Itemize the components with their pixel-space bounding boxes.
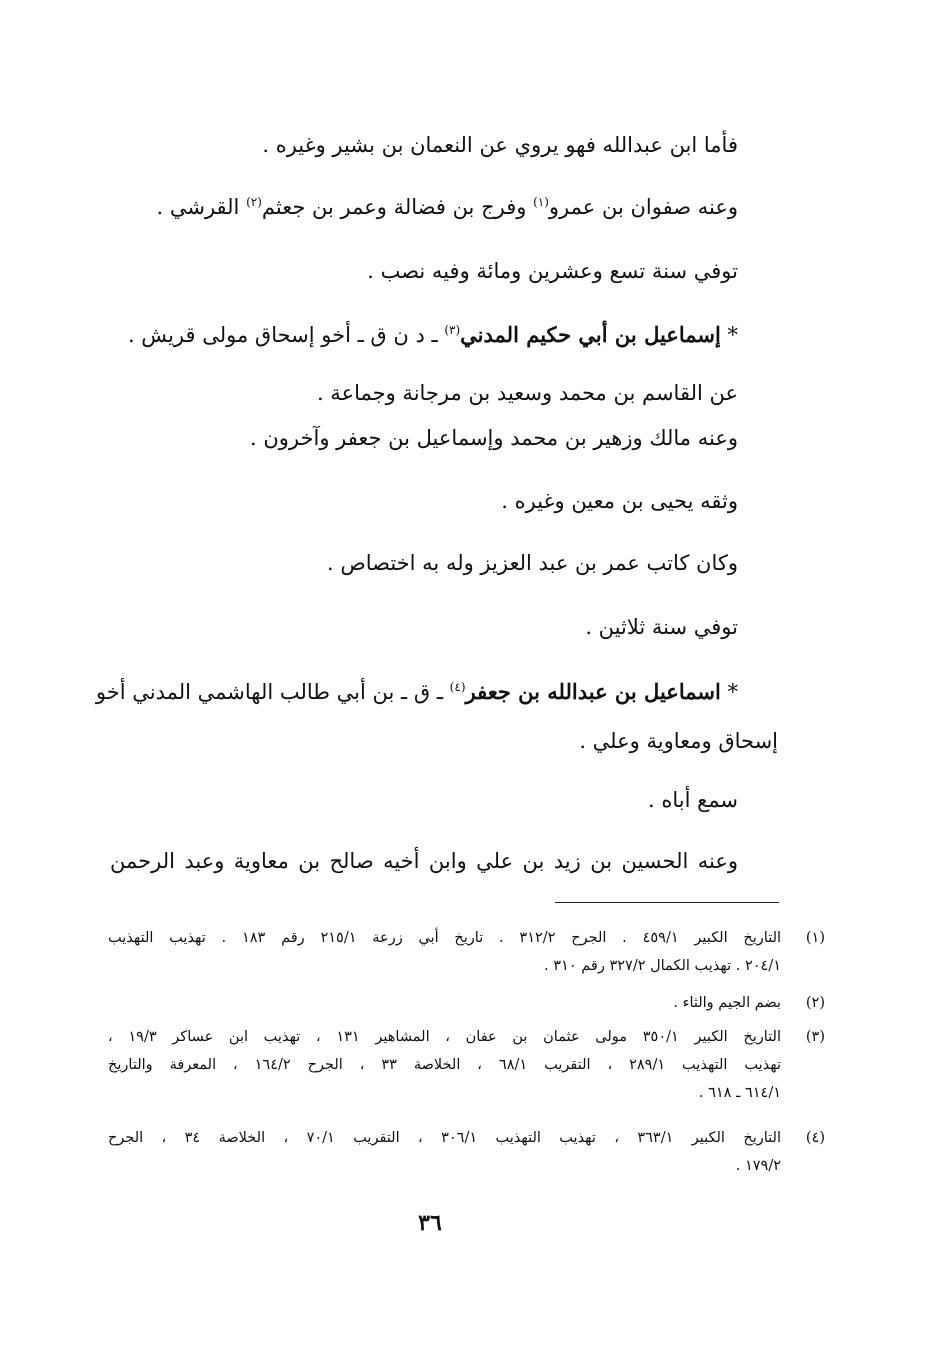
footnote-1-line: ٢٠٤/١ . تهذيب الكمال ٣٢٧/٢ رقم ٣١٠ . <box>544 958 781 974</box>
entry-marker: * <box>720 680 738 704</box>
line-1-text: فأما ابن عبدالله فهو يروي عن النعمان بن بشير وغيره . <box>262 133 738 157</box>
entry-rest: ـ د ن ق ـ أخو إسحاق مولى قريش . <box>127 323 445 347</box>
footnote-3-line: التاريخ الكبير ٣٥٠/١ مولى عثمان بن عفان ، المشاهير ١٣١ ، تهذيب ابن عساكر ١٩/٣ ، <box>108 1029 782 1045</box>
footnote-separator <box>555 902 779 903</box>
footnote-ref-2: (٢) <box>246 195 262 209</box>
line-11-text: إسحاق ومعاوية وعلي . <box>579 729 778 753</box>
footnote-3-line: تهذيب التهذيب ٢٨٩/١ ، التقريب ٦٨/١ ، الخلاصة ٣٣ ، الجرح ١٦٤/٢ ، المعرفة والتاريخ <box>108 1057 781 1073</box>
text-line-6 <box>250 423 738 453</box>
line-2-part: القرشي . <box>156 195 247 219</box>
text-line-8 <box>327 548 738 578</box>
footnote-1-line: التاريخ الكبير ٤٥٩/١ . الجرح ٣١٢/٢ . تاريخ أبي زرعة ٢١٥/١ رقم ١٨٣ . تهذيب التهذيب <box>108 930 782 946</box>
text-line-9 <box>585 612 738 642</box>
text-line-12 <box>648 785 738 815</box>
text-line-13 <box>110 846 738 876</box>
line-2-part: وفرج بن فضالة وعمر بن جعثم <box>261 195 534 219</box>
footnote-ref-1: (١) <box>533 195 549 209</box>
line-8-text: وكان كاتب عمر بن عبد العزيز وله به اختصاص . <box>327 551 738 575</box>
footnote-3-line: ٦١٤/١ ـ ٦١٨ . <box>698 1085 781 1101</box>
line-12-text: سمع أباه . <box>647 788 738 812</box>
footnote-number-4: (٤) <box>805 1130 825 1146</box>
footnote-number-2: (٢) <box>805 995 825 1011</box>
footnote-ref-4: (٤) <box>449 680 466 694</box>
line-6-text: وعنه مالك وزهير بن محمد وإسماعيل بن جعفر وآخرون . <box>250 426 738 450</box>
entry-heading-ismail-abdallah <box>95 677 738 707</box>
entry-heading-ismail-abi-hakim <box>128 320 738 350</box>
line-7-text: وثقه يحيى بن معين وغيره . <box>501 489 738 513</box>
footnote-2 <box>108 989 781 1017</box>
line-13-text: وعنه الحسين بن زيد بن علي وابن أخيه صالح بن معاوية وعبد الرحمن <box>110 849 738 873</box>
text-line-3 <box>367 256 738 286</box>
entry-name: اسماعيل بن عبدالله بن جعفر <box>465 679 721 704</box>
line-2-part: وعنه صفوان بن عمرو <box>548 195 738 219</box>
entry-marker: * <box>720 323 738 347</box>
text-line-11 <box>579 726 778 756</box>
line-3-text: توفي سنة تسع وعشرين ومائة وفيه نصب . <box>367 259 738 283</box>
footnote-2-line: بضم الجيم والثاء . <box>673 995 781 1011</box>
footnote-ref-3: (٣) <box>444 323 461 337</box>
entry-rest: ـ ق ـ بن أبي طالب الهاشمي المدني أخو <box>95 680 450 704</box>
text-line-7 <box>501 486 738 516</box>
text-line-2 <box>157 192 739 222</box>
footnote-4-line: التاريخ الكبير ٣٦٣/١ ، تهذيب التهذيب ٣٠٦/١ ، التقريب ٧٠/١ ، الخلاصة ٣٤ ، الجرح <box>108 1130 781 1146</box>
entry-name: إسماعيل بن أبي حكيم المدني <box>460 322 721 347</box>
footnote-4-line: ١٧٩/٢ . <box>735 1158 781 1174</box>
footnote-3 <box>108 1023 781 1107</box>
line-5-text: عن القاسم بن محمد وسعيد بن مرجانة وجماعة . <box>316 381 738 405</box>
footnote-1 <box>108 924 781 980</box>
footnote-number-3: (٣) <box>805 1029 825 1045</box>
text-line-5 <box>317 378 738 408</box>
page-number: ٣٦ <box>418 1210 442 1236</box>
footnote-number-1: (١) <box>805 930 825 946</box>
text-line-1 <box>262 130 738 160</box>
line-9-text: توفي سنة ثلاثين . <box>585 615 738 639</box>
footnote-4 <box>108 1124 781 1180</box>
